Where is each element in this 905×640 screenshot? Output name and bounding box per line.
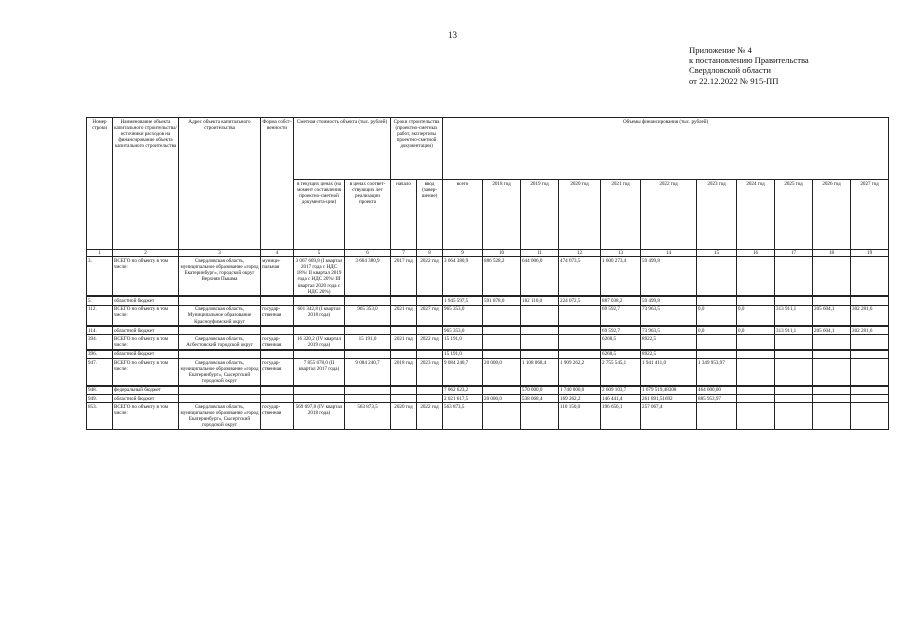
table-cell: 885 953,97 [697, 395, 737, 403]
table-cell: 196 656,1 [601, 403, 641, 430]
table-cell [391, 350, 417, 359]
table-cell [345, 395, 391, 403]
table-cell: 2018 год [391, 359, 417, 386]
table-cell [813, 359, 851, 386]
table-cell: 73 963,5 [641, 326, 697, 335]
table-cell [345, 350, 391, 359]
table-cell: 1 600 273,4 [601, 257, 641, 297]
table-cell: 1 740 000,0 [559, 386, 601, 395]
table-cell: областной бюджет [113, 350, 179, 359]
header-finish: ввод (завер-шение) [417, 180, 443, 250]
column-number-cell: 11 [521, 250, 559, 257]
column-number-row [87, 250, 889, 257]
table-cell: 313 911,1 [775, 305, 813, 326]
table-cell [813, 386, 851, 395]
table-cell [179, 350, 261, 359]
table-cell: 1 909 262,2 [559, 359, 601, 386]
table-cell [559, 350, 601, 359]
table-cell: 20 000,0 [483, 395, 521, 403]
table-cell [345, 326, 391, 335]
table-cell [391, 296, 417, 305]
table-cell: 205 604,1 [813, 305, 851, 326]
page-number: 13 [448, 30, 457, 40]
table-row [87, 335, 889, 350]
table-cell [697, 257, 737, 297]
table-cell [521, 403, 559, 430]
table-cell [483, 386, 521, 395]
table-cell: ВСЕГО по объекту в том числе: [113, 305, 179, 326]
header-start: начало [391, 180, 417, 250]
table-cell [737, 395, 775, 403]
column-number-cell: 1 [87, 250, 113, 257]
table-cell [775, 296, 813, 305]
table-cell: 261 891,51692 [641, 395, 697, 403]
table-cell: 965 353,0 [345, 305, 391, 326]
table-cell [345, 386, 391, 395]
table-cell: 59 499,8 [641, 296, 697, 305]
table-cell [697, 350, 737, 359]
table-cell: государ-ственная [261, 335, 294, 350]
table-cell [697, 296, 737, 305]
table-cell [483, 350, 521, 359]
table-cell [813, 403, 851, 430]
table-cell: областной бюджет [113, 296, 179, 305]
table-cell: 947. [87, 359, 113, 386]
table-cell: 69 592,7 [601, 305, 641, 326]
column-number-cell: 17 [775, 250, 813, 257]
table-cell: Свердловская область, муниципальное образование «город Екатеринбург», Сысертский городской округ [180, 403, 259, 429]
table-cell [521, 335, 559, 350]
table-cell: муници-пальная [261, 257, 294, 297]
header-year: 2025 год [775, 180, 813, 250]
table-cell: 8922,5 [641, 350, 697, 359]
table-cell [737, 359, 775, 386]
header-address: Адрес объекта капитального строительства [179, 118, 261, 250]
table-row [87, 305, 889, 326]
table-cell [775, 335, 813, 350]
header-total: всего [443, 180, 483, 250]
table-cell: 59 499,8 [641, 257, 697, 297]
header-year: 2026 год [813, 180, 851, 250]
column-number-cell: 19 [851, 250, 889, 257]
table-cell: Свердловская область, муниципальное образование «город Екатеринбург», городской округ Верхняя Пышма [179, 257, 261, 297]
financing-table [86, 117, 889, 430]
table-cell: 1 679 519,48308 [641, 386, 697, 395]
appendix-header [689, 45, 809, 86]
table-cell [294, 395, 345, 403]
table-cell: Свердловская область, муниципальное образование «город Екатеринбург», Сысертский городской округ [180, 359, 259, 385]
table-cell [179, 386, 261, 395]
table-cell: 2027 год [417, 305, 443, 326]
table-cell [261, 395, 294, 403]
table-cell: 3 664 380,9 [443, 257, 483, 297]
column-number-cell: 10 [483, 250, 521, 257]
table-cell [417, 350, 443, 359]
table-cell [483, 403, 521, 430]
header-row [87, 118, 889, 180]
header-year: 2018 год [483, 180, 521, 250]
header-year: 2022 год [641, 180, 697, 250]
table-cell: областной бюджет [113, 395, 179, 403]
table-cell: 15 191,0 [443, 350, 483, 359]
table-cell: государ-ственная [261, 403, 294, 430]
table-cell [417, 386, 443, 395]
table-cell: 20 000,0 [483, 359, 521, 386]
table-cell: 0,0 [697, 305, 737, 326]
appendix-line: от 22.12.2022 № 915-ПП [689, 75, 779, 86]
column-number-cell: 8 [417, 250, 443, 257]
header-year: 2024 год [737, 180, 775, 250]
table-cell: 853. [87, 403, 113, 430]
table-row [87, 395, 889, 403]
table-cell: 563 873,5 [345, 403, 391, 430]
table-cell: 2 021 617,5 [443, 395, 483, 403]
table-cell: 182 110,0 [521, 296, 559, 305]
table-cell: 563 873,5 [443, 403, 483, 430]
column-number-cell: 13 [601, 250, 641, 257]
table-cell: 538 068,4 [521, 395, 559, 403]
table-row [87, 350, 889, 359]
table-row [87, 257, 889, 297]
table-cell: ВСЕГО по объекту в том числе: [113, 257, 179, 297]
table-cell [521, 305, 559, 326]
column-number-cell: 14 [641, 250, 697, 257]
table-cell: ВСЕГО по объекту в том числе: [113, 403, 179, 430]
table-cell: 224 072,5 [559, 296, 601, 305]
table-cell: 8922,5 [641, 335, 697, 350]
table-cell [851, 386, 889, 395]
table-cell [737, 335, 775, 350]
table-cell: 3 664 380,9 [345, 257, 391, 297]
table-cell [737, 296, 775, 305]
table-cell: 591 878,0 [483, 296, 521, 305]
table-row [87, 326, 889, 335]
table-cell: 965 353,0 [443, 305, 483, 326]
header-year: 2019 год [521, 180, 559, 250]
table-cell: 73 963,5 [641, 305, 697, 326]
table-cell [179, 296, 261, 305]
table-cell [737, 386, 775, 395]
table-cell [483, 326, 521, 335]
table-cell: 110 150,0 [559, 403, 601, 430]
table-cell: 2023 год [417, 359, 443, 386]
table-cell [737, 257, 775, 297]
table-cell [261, 326, 294, 335]
column-number-cell: 5 [294, 250, 345, 257]
table-cell [697, 335, 737, 350]
table-cell: 1 349 953,97 [697, 359, 737, 386]
table-cell [851, 350, 889, 359]
table-cell: Свердловская область, Асбестовский городской округ [179, 335, 261, 350]
table-cell [775, 395, 813, 403]
table-cell: государ-ственная [261, 359, 294, 386]
table-cell: ВСЕГО по объекту в том числе: [113, 335, 179, 350]
table-cell [697, 403, 737, 430]
table-cell: 948. [87, 386, 113, 395]
table-cell: 15 191,0 [443, 335, 483, 350]
table-cell [813, 350, 851, 359]
table-cell [417, 296, 443, 305]
column-number-cell: 7 [391, 250, 417, 257]
table-row [87, 403, 889, 430]
table-cell: 2 755 545,1 [601, 359, 641, 386]
table-cell [294, 326, 345, 335]
table-cell [559, 326, 601, 335]
table-cell: 114. [87, 326, 113, 335]
table-cell: 6268,5 [601, 335, 641, 350]
table-cell: 9 084 240,7 [345, 359, 391, 386]
table-cell: 887 038,2 [601, 296, 641, 305]
table-cell [391, 326, 417, 335]
table-cell [294, 296, 345, 305]
table-cell: 1 108 068,4 [521, 359, 559, 386]
table-cell [775, 257, 813, 297]
table-cell: 2017 год [391, 257, 417, 297]
table-cell: 0,0 [737, 305, 775, 326]
table-cell: областной бюджет [113, 326, 179, 335]
table-cell: 570 000,0 [521, 386, 559, 395]
column-number-cell: 4 [261, 250, 294, 257]
table-cell: 313 911,1 [775, 326, 813, 335]
table-cell: 2 609 103,7 [601, 386, 641, 395]
table-cell: 7 855 678,0 (II квартал 2017 года) [294, 359, 345, 386]
table-cell: 112. [87, 305, 113, 326]
table-cell [851, 257, 889, 297]
table-cell: 257 067,4 [641, 403, 697, 430]
header-num: Номер строки [87, 118, 113, 250]
table-cell: 2021 год [391, 305, 417, 326]
table-cell [813, 257, 851, 297]
table-cell: 16 320,2 (IV квартал 2019 года) [294, 335, 345, 350]
table-cell: 6268,5 [601, 350, 641, 359]
table-cell: 7 062 623,2 [443, 386, 483, 395]
column-number-cell: 2 [113, 250, 179, 257]
appendix-line: Свердловской области [689, 65, 772, 76]
table-cell: 644 006,0 [521, 257, 559, 297]
table-cell: 3 067 669,8 (I квартал 2017 года с НДС 18%/ II квартал 2019 года с НДС 20%/ III квартал 2020 года с НДС 20%) [294, 257, 345, 297]
table-cell [813, 296, 851, 305]
table-cell [775, 386, 813, 395]
table-cell [775, 359, 813, 386]
column-number-cell: 18 [813, 250, 851, 257]
table-cell [261, 296, 294, 305]
table-cell [775, 403, 813, 430]
table-cell: 569 697,8 (IV квартал 2018 года) [294, 403, 345, 430]
header-name: Наименование объекта капитального строительства/ источники расходов на финансирование объекта капитального строительства [113, 118, 179, 250]
table-cell: 1 941 411,0 [641, 359, 697, 386]
table-cell: 394. [87, 335, 113, 350]
table-cell: 205 604,1 [813, 326, 851, 335]
header-year: 2023 год [697, 180, 737, 250]
table-cell [737, 403, 775, 430]
table-row [87, 386, 889, 395]
table-cell [391, 386, 417, 395]
table-cell: 69 592,7 [601, 326, 641, 335]
table-cell: федеральный бюджет [113, 386, 179, 395]
table-cell: 464 000,00 [697, 386, 737, 395]
table-cell: 169 262,2 [559, 395, 601, 403]
table-cell [179, 395, 261, 403]
table-cell: 0,0 [697, 326, 737, 335]
table-cell: 302 281,6 [851, 305, 889, 326]
column-number-cell: 9 [443, 250, 483, 257]
column-number-cell: 3 [179, 250, 261, 257]
table-cell [851, 359, 889, 386]
table-cell [417, 326, 443, 335]
table-cell: 474 073,5 [559, 257, 601, 297]
table-cell: 886 528,2 [483, 257, 521, 297]
table-cell: 2022 год [417, 257, 443, 297]
table-cell [345, 296, 391, 305]
table-cell [559, 335, 601, 350]
table-cell [521, 326, 559, 335]
header-finance-group: Объемы финансирования (тыс. рублей) [443, 118, 889, 180]
column-number-cell: 12 [559, 250, 601, 257]
table-row [87, 296, 889, 305]
table-cell [851, 296, 889, 305]
table-cell: 396. [87, 350, 113, 359]
table-cell [521, 350, 559, 359]
table-cell: 2020 год [391, 403, 417, 430]
table-cell: 3. [87, 257, 113, 297]
table-cell: Свердловская область, Муниципальное образование Красноуфимский округ [179, 305, 261, 326]
header-cost-current: в текущих ценах (на момент составления проектно-сметной документа-ции) [294, 180, 345, 250]
table-cell [261, 350, 294, 359]
table-cell [179, 326, 261, 335]
table-cell: 2022 год [417, 335, 443, 350]
column-number-cell: 6 [345, 250, 391, 257]
header-ownership: Форма собст-венности [261, 118, 294, 250]
table-cell: 601 342,8 (I квартал 2018 года) [294, 305, 345, 326]
table-cell: государ-ственная [261, 305, 294, 326]
table-cell [391, 395, 417, 403]
table-cell [813, 335, 851, 350]
table-row [87, 359, 889, 386]
table-cell: 302 281,6 [851, 326, 889, 335]
table-cell [294, 386, 345, 395]
column-number-cell: 15 [697, 250, 737, 257]
table-cell: 146 441,4 [601, 395, 641, 403]
header-cost-forecast: в ценах соответ-ствующих лет реализации проекта [345, 180, 391, 250]
header-cost-group: Сметная стоимость объекта (тыс. рублей) [294, 118, 391, 180]
column-number-cell: 16 [737, 250, 775, 257]
appendix-line: Приложение № 4 [689, 45, 752, 55]
table-cell: 5. [87, 296, 113, 305]
header-year: 2021 год [601, 180, 641, 250]
table-cell [737, 350, 775, 359]
table-cell: ВСЕГО по объекту в том числе: [113, 359, 179, 386]
appendix-line: к постановлению Правительства [689, 55, 809, 66]
table-cell [483, 305, 521, 326]
table-cell [851, 335, 889, 350]
header-year: 2027 год [851, 180, 889, 250]
table-cell [261, 386, 294, 395]
table-cell [813, 395, 851, 403]
table-cell: 1 945 597,5 [443, 296, 483, 305]
table-cell [294, 350, 345, 359]
table-cell [483, 335, 521, 350]
table-cell: 9 084 240,7 [443, 359, 483, 386]
table-cell: 15 191,0 [345, 335, 391, 350]
table-cell [775, 350, 813, 359]
table-cell: 2022 год [417, 403, 443, 430]
table-cell [851, 403, 889, 430]
header-year: 2020 год [559, 180, 601, 250]
table-cell: 965 353,0 [443, 326, 483, 335]
table-cell [417, 395, 443, 403]
table-cell [559, 305, 601, 326]
table-cell: 0,0 [737, 326, 775, 335]
table-cell [851, 395, 889, 403]
table-cell: 2021 год [391, 335, 417, 350]
table-cell: 949. [87, 395, 113, 403]
header-dates-group: Сроки строительства (проектно-сметных работ, экспертизы проектно-сметной документации) [391, 118, 443, 180]
